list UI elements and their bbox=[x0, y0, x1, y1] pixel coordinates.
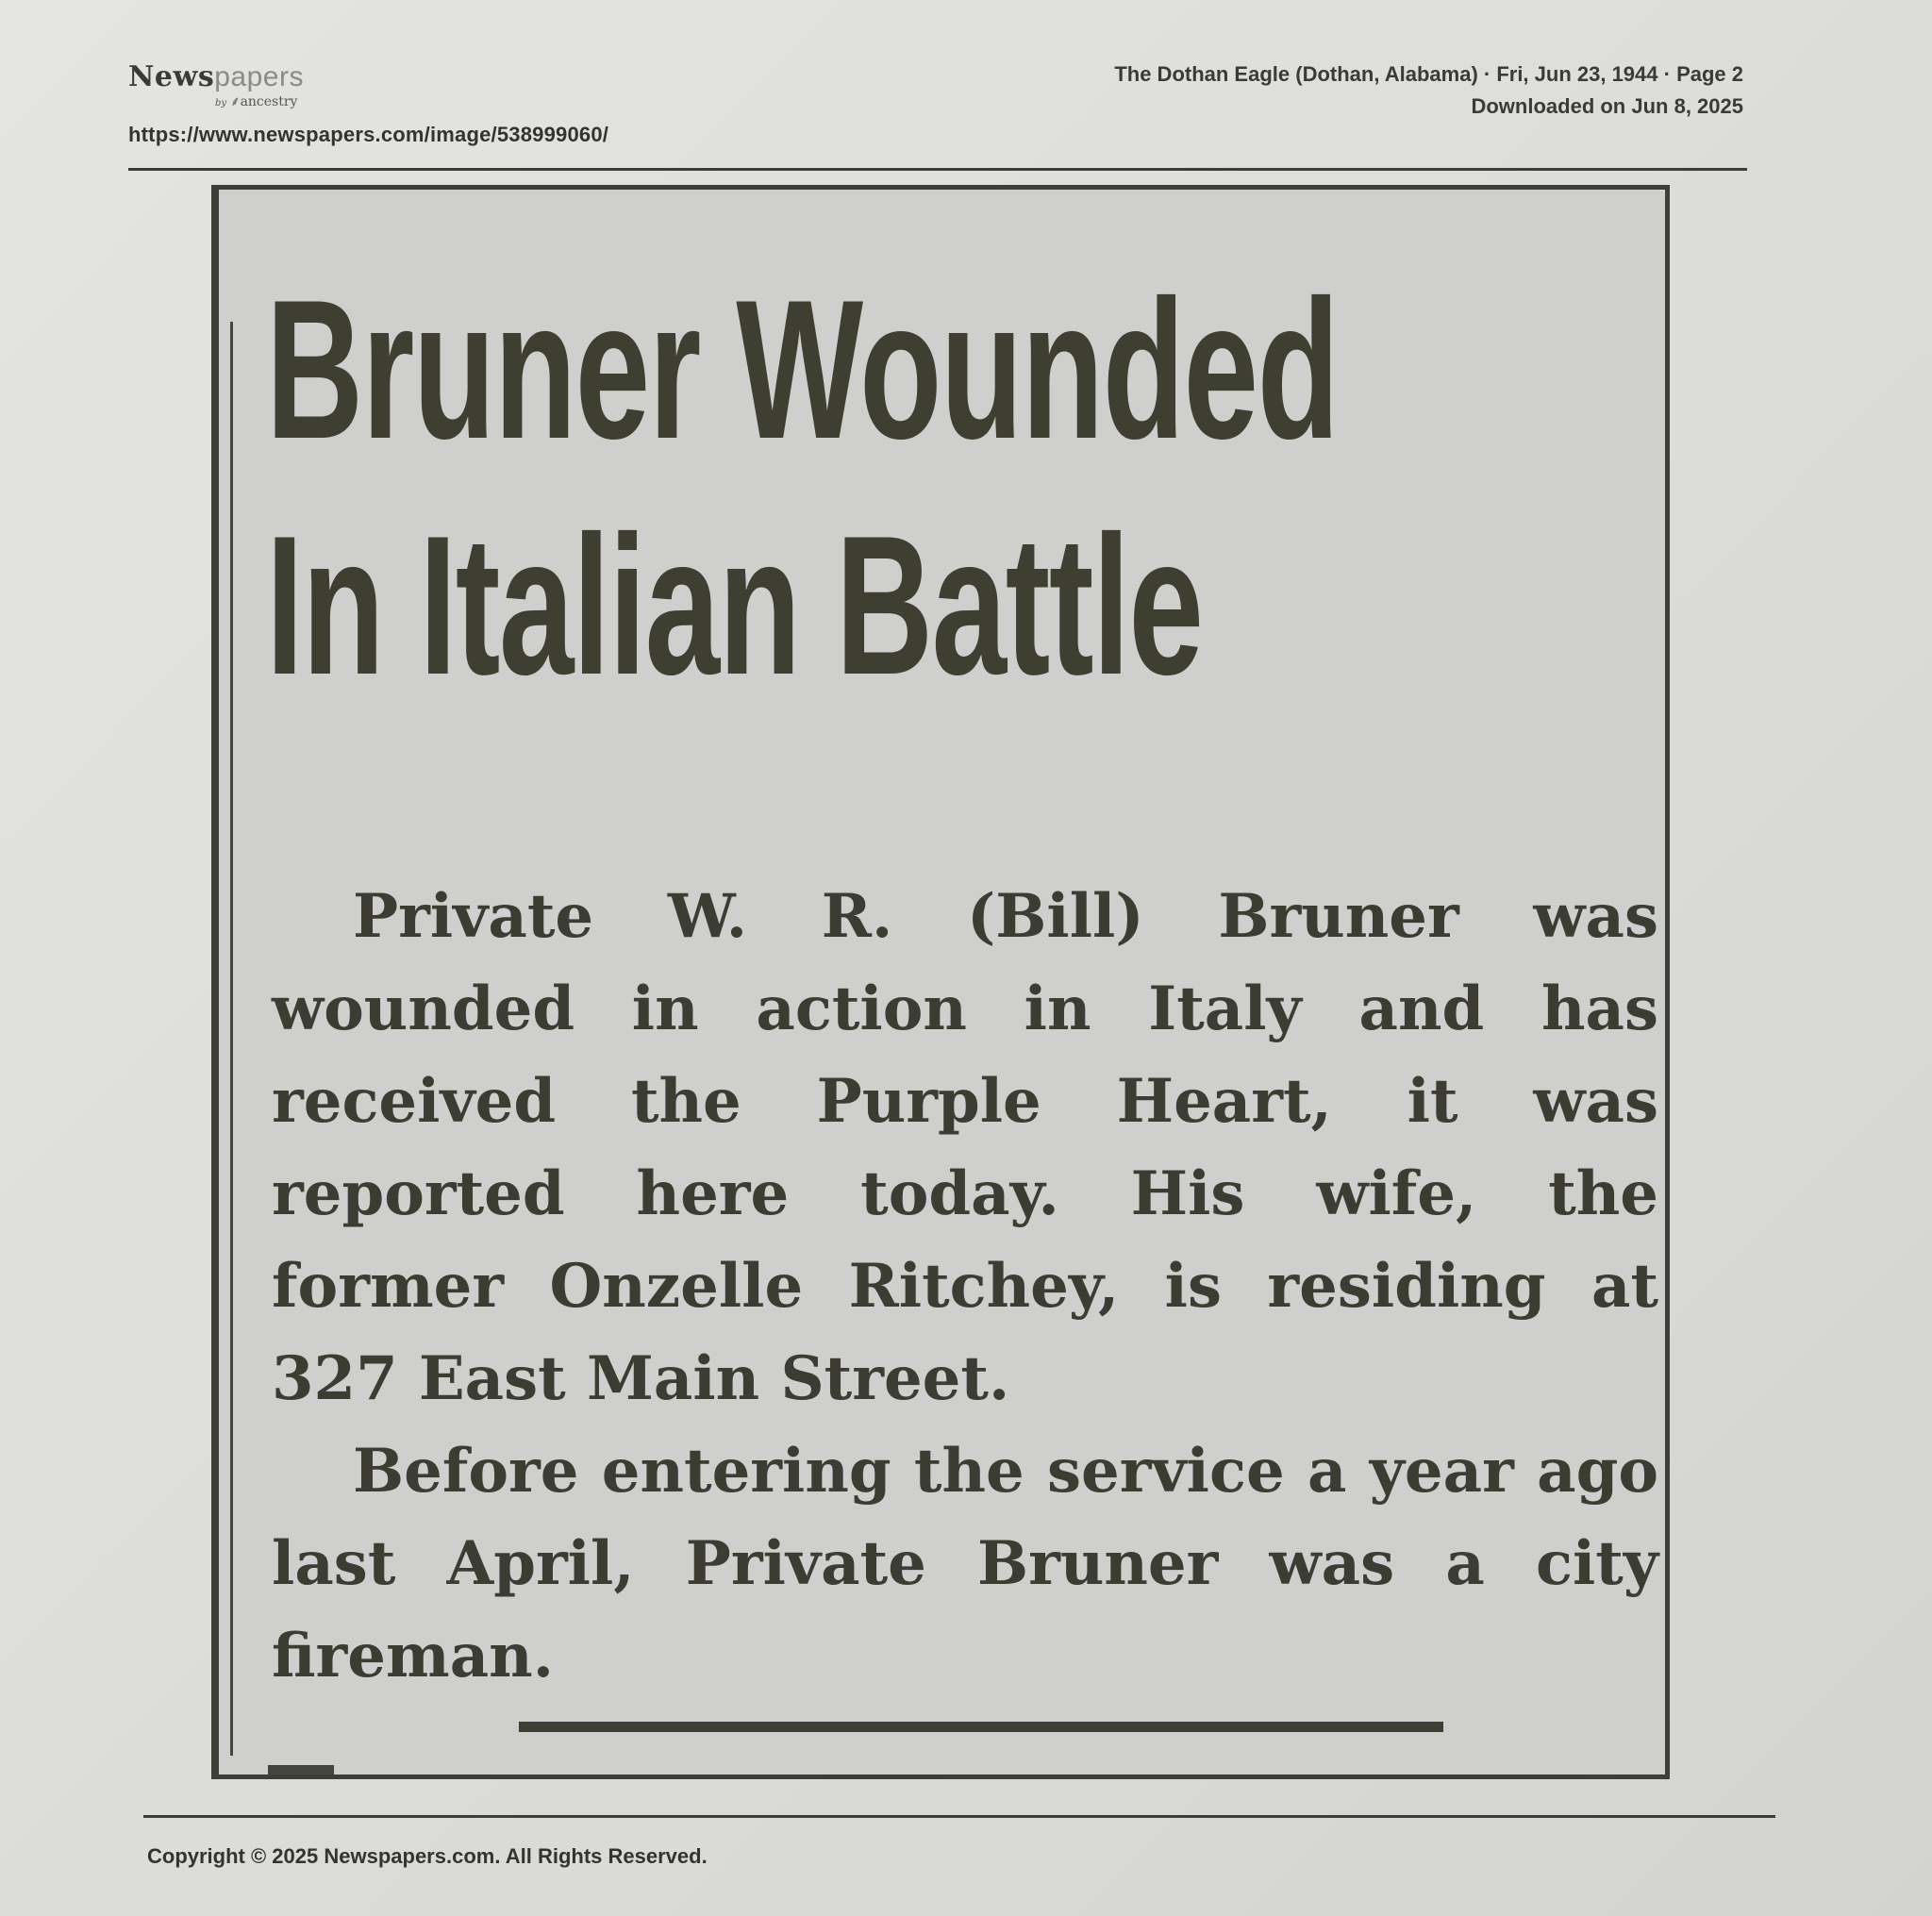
newspapers-logo bbox=[128, 60, 345, 117]
copyright-notice: Copyright © 2025 Newspapers.com. All Rights Reserved. bbox=[147, 1844, 708, 1868]
logo-word-light: papers bbox=[214, 61, 304, 92]
logo-ancestry: ancestry bbox=[240, 94, 298, 109]
source-url: https://www.newspapers.com/image/538999060/ bbox=[128, 123, 609, 146]
logo-by: by bbox=[215, 98, 227, 108]
publication-line: The Dothan Eagle (Dothan, Alabama) · Fri, Jun 23, 1944 · Page 2 bbox=[1114, 62, 1743, 86]
logo-wordmark bbox=[128, 60, 345, 93]
logo-word-main: News bbox=[128, 60, 215, 93]
newspaper-clipping bbox=[211, 185, 1670, 1779]
ancestry-leaf-icon: ⸙ bbox=[230, 94, 241, 109]
article-body bbox=[272, 871, 1658, 1703]
article-headline bbox=[266, 252, 1339, 724]
article-end-rule bbox=[519, 1722, 1443, 1732]
next-article-fragment bbox=[268, 1765, 334, 1774]
logo-ancestry-tag bbox=[215, 92, 297, 110]
headline-line-2: In Italian Battle bbox=[266, 494, 1203, 716]
article-paragraph-2: Before entering the service a year ago last April, Private Bruner was a city fireman. bbox=[272, 1436, 1658, 1691]
download-date: Downloaded on Jun 8, 2025 bbox=[1471, 94, 1743, 118]
headline-line-1: Bruner Wounded bbox=[266, 258, 1339, 480]
footer-divider bbox=[143, 1815, 1775, 1818]
article-paragraph-1: Private W. R. (Bill) Bruner was wounded in action in Italy and has received the Purple Heart, it was reported here today. His wife, the former Onzelle Ritchey, is residing at 327 East Main Street. bbox=[272, 881, 1658, 1414]
source-info bbox=[1114, 58, 1743, 123]
header-divider bbox=[128, 168, 1747, 171]
